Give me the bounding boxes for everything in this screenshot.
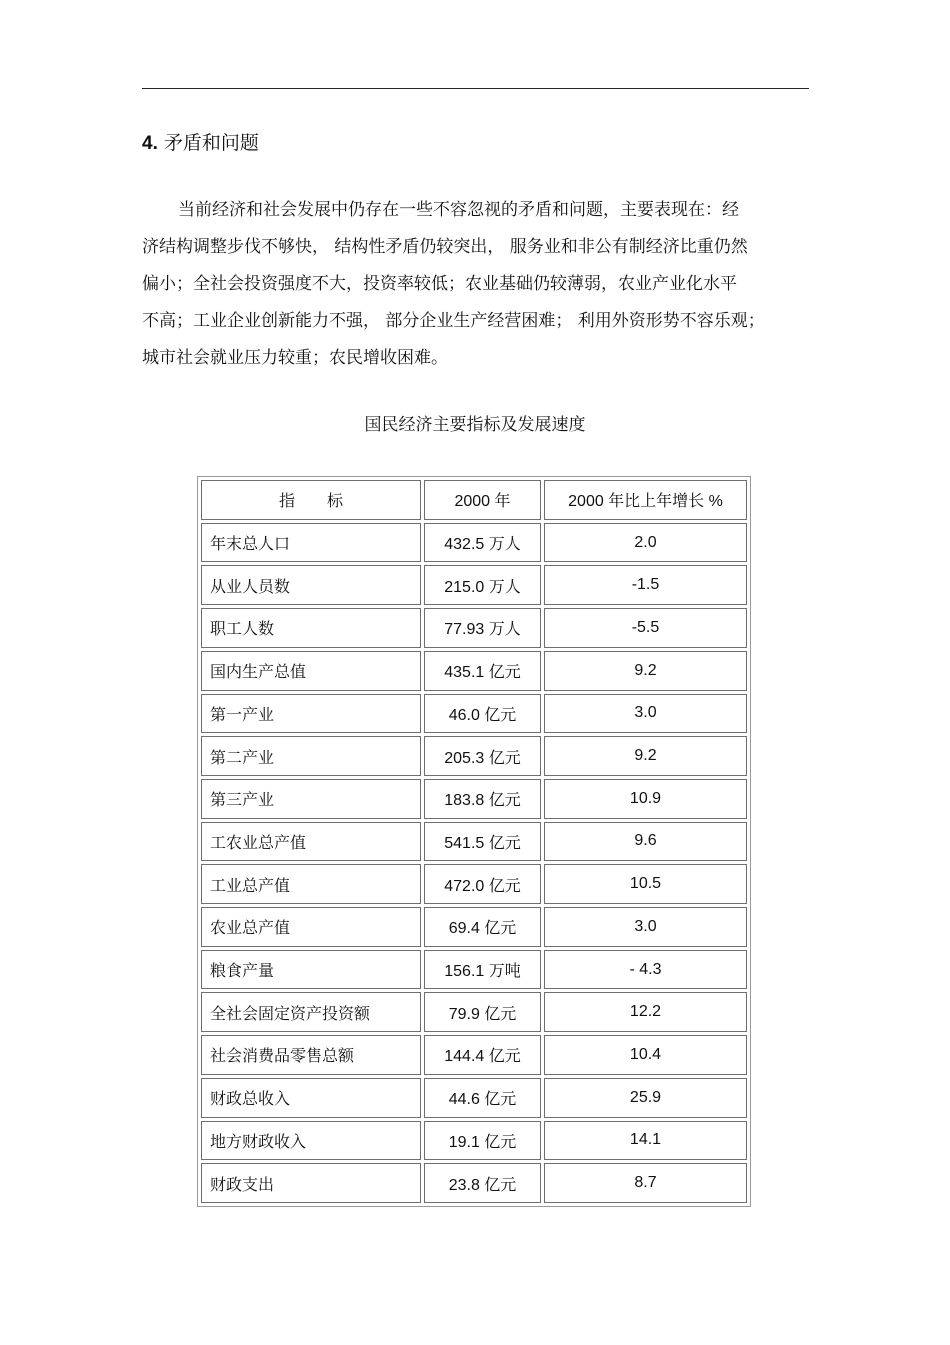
indicator-value: 77.93 万人 bbox=[424, 608, 541, 648]
indicator-value: 19.1 亿元 bbox=[424, 1121, 541, 1161]
indicator-value: 205.3 亿元 bbox=[424, 736, 541, 776]
section-title: 矛盾和问题 bbox=[163, 132, 259, 154]
header-indicator: 指 标 bbox=[201, 480, 421, 520]
indicator-name: 全社会固定资产投资额 bbox=[201, 992, 421, 1032]
indicator-value: 156.1 万吨 bbox=[424, 950, 541, 990]
section-heading bbox=[142, 130, 259, 157]
indicator-name: 职工人数 bbox=[201, 608, 421, 648]
indicator-name: 第三产业 bbox=[201, 779, 421, 819]
indicator-growth: 10.9 bbox=[544, 779, 747, 819]
indicator-value: 144.4 亿元 bbox=[424, 1035, 541, 1075]
table-row bbox=[201, 1121, 747, 1161]
paragraph-line: 当前经济和社会发展中仍存在一些不容忽视的矛盾和问题，主要表现在：经 bbox=[178, 200, 739, 220]
table-header-row bbox=[201, 480, 747, 520]
indicator-value: 541.5 亿元 bbox=[424, 822, 541, 862]
indicator-growth: 8.7 bbox=[544, 1163, 747, 1203]
indicator-value: 46.0 亿元 bbox=[424, 694, 541, 734]
indicator-value: 472.0 亿元 bbox=[424, 864, 541, 904]
table-row bbox=[201, 1035, 747, 1075]
indicator-growth: 25.9 bbox=[544, 1078, 747, 1118]
table-row bbox=[201, 950, 747, 990]
indicator-value: 183.8 亿元 bbox=[424, 779, 541, 819]
indicator-value: 435.1 亿元 bbox=[424, 651, 541, 691]
table-row bbox=[201, 1078, 747, 1118]
indicator-growth: 3.0 bbox=[544, 694, 747, 734]
header-year: 2000 年 bbox=[424, 480, 541, 520]
table-row bbox=[201, 822, 747, 862]
table-row bbox=[201, 523, 747, 563]
table-caption: 国民经济主要指标及发展速度 bbox=[364, 415, 586, 435]
indicator-growth: 9.2 bbox=[544, 651, 747, 691]
indicator-value: 79.9 亿元 bbox=[424, 992, 541, 1032]
indicator-name: 农业总产值 bbox=[201, 907, 421, 947]
indicator-value: 44.6 亿元 bbox=[424, 1078, 541, 1118]
indicator-name: 第一产业 bbox=[201, 694, 421, 734]
indicator-growth: -5.5 bbox=[544, 608, 747, 648]
indicator-growth: 12.2 bbox=[544, 992, 747, 1032]
table-row bbox=[201, 694, 747, 734]
table-row bbox=[201, 992, 747, 1032]
table-row bbox=[201, 779, 747, 819]
indicator-value: 69.4 亿元 bbox=[424, 907, 541, 947]
indicator-growth: 2.0 bbox=[544, 523, 747, 563]
body-paragraph bbox=[142, 192, 822, 377]
indicator-name: 国内生产总值 bbox=[201, 651, 421, 691]
indicator-name: 从业人员数 bbox=[201, 565, 421, 605]
indicator-growth: 3.0 bbox=[544, 907, 747, 947]
table-row bbox=[201, 565, 747, 605]
indicator-value: 215.0 万人 bbox=[424, 565, 541, 605]
indicator-name: 财政支出 bbox=[201, 1163, 421, 1203]
paragraph-line: 不高；工业企业创新能力不强， 部分企业生产经营困难； 利用外资形势不容乐观； bbox=[142, 311, 765, 331]
table-row bbox=[201, 736, 747, 776]
indicator-name: 年末总人口 bbox=[201, 523, 421, 563]
top-divider bbox=[142, 88, 809, 89]
table-row bbox=[201, 651, 747, 691]
indicator-growth: 10.4 bbox=[544, 1035, 747, 1075]
indicator-name: 工农业总产值 bbox=[201, 822, 421, 862]
section-number: 4. bbox=[142, 133, 158, 154]
indicator-value: 23.8 亿元 bbox=[424, 1163, 541, 1203]
paragraph-line: 偏小；全社会投资强度不大，投资率较低；农业基础仍较薄弱，农业产业化水平 bbox=[142, 274, 737, 294]
indicator-growth: 14.1 bbox=[544, 1121, 747, 1161]
table-row bbox=[201, 1163, 747, 1203]
indicator-growth: - 4.3 bbox=[544, 950, 747, 990]
indicator-name: 地方财政收入 bbox=[201, 1121, 421, 1161]
indicator-table bbox=[197, 476, 751, 1207]
indicator-name: 工业总产值 bbox=[201, 864, 421, 904]
indicator-growth: 10.5 bbox=[544, 864, 747, 904]
header-growth: 2000 年比上年增长 % bbox=[544, 480, 747, 520]
indicator-growth: 9.2 bbox=[544, 736, 747, 776]
indicator-growth: -1.5 bbox=[544, 565, 747, 605]
indicator-table-wrapper bbox=[197, 476, 751, 1207]
indicator-name: 第二产业 bbox=[201, 736, 421, 776]
indicator-name: 粮食产量 bbox=[201, 950, 421, 990]
table-row bbox=[201, 864, 747, 904]
indicator-growth: 9.6 bbox=[544, 822, 747, 862]
indicator-value: 432.5 万人 bbox=[424, 523, 541, 563]
paragraph-line: 济结构调整步伐不够快， 结构性矛盾仍较突出， 服务业和非公有制经济比重仍然 bbox=[142, 237, 748, 257]
table-row bbox=[201, 608, 747, 648]
indicator-name: 财政总收入 bbox=[201, 1078, 421, 1118]
indicator-name: 社会消费品零售总额 bbox=[201, 1035, 421, 1075]
table-row bbox=[201, 907, 747, 947]
paragraph-line: 城市社会就业压力较重；农民增收困难。 bbox=[142, 348, 448, 368]
